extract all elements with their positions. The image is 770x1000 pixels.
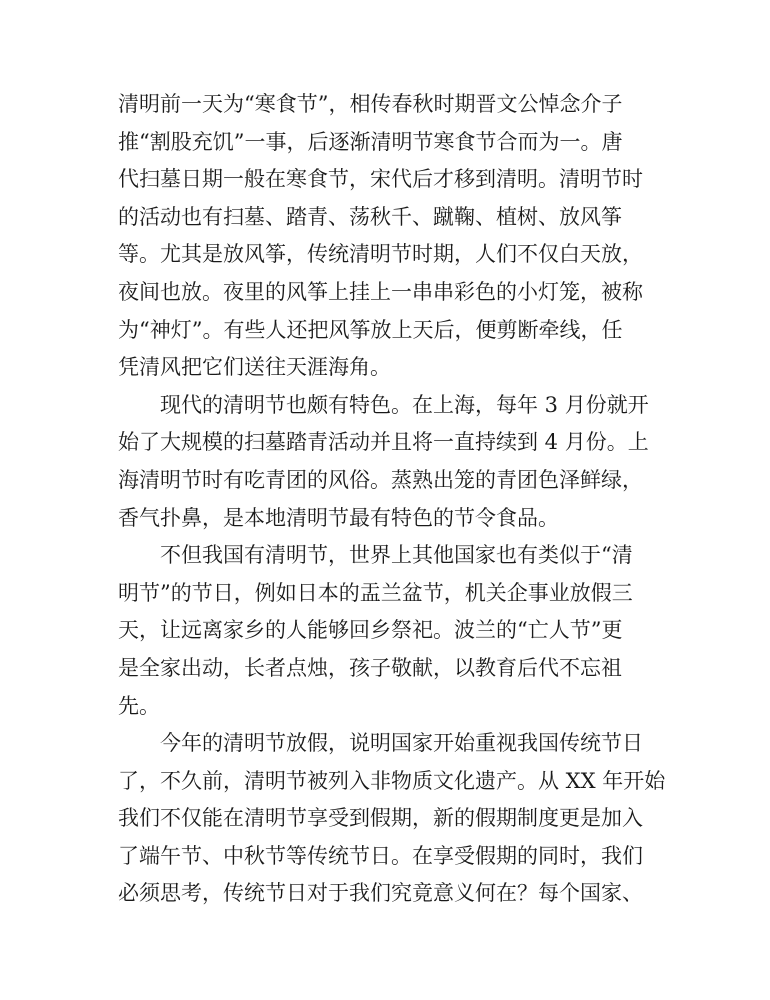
paragraph-4 [118,725,666,913]
paragraph-1 [118,86,648,387]
document-page [118,86,666,913]
text-line: 为“神灯”。有些人还把风筝放上天后，便剪断牵线，任 [118,317,623,342]
text-line: 必须思考，传统节日对于我们究竟意义何在？每个国家、 [118,881,643,906]
paragraph-3 [118,537,648,725]
text-line: 代扫墓日期一般在寒食节，宋代后才移到清明。清明节时 [118,167,643,192]
text-line: 凭清风把它们送往天涯海角。 [118,355,391,380]
text-line: 先。 [118,693,160,718]
text-line: 等。尤其是放风筝，传统清明节时期，人们不仅白天放， [118,242,643,267]
text-line: 的活动也有扫墓、踏青、荡秋千、蹴鞠、植树、放风筝 [118,204,622,229]
text-line: 推“割股充饥”一事，后逐渐清明节寒食节合而为一。唐 [118,129,623,154]
paragraph-2 [118,387,648,537]
text-line: 不但我国有清明节，世界上其他国家也有类似于“清 [160,543,633,568]
text-line: 了，不久前，清明节被列入非物质文化遗产。从 XX 年开始 [118,768,666,793]
text-line: 香气扑鼻，是本地清明节最有特色的节令食品。 [118,505,559,530]
text-line: 海清明节时有吃青团的风俗。蒸熟出笼的青团色泽鲜绿， [118,467,643,492]
text-line: 夜间也放。夜里的风筝上挂上一串串彩色的小灯笼，被称 [118,279,643,304]
text-line: 现代的清明节也颇有特色。在上海，每年 3 月份就开 [160,392,649,417]
text-line: 我们不仅能在清明节享受到假期，新的假期制度更是加入 [118,806,643,831]
text-line: 了端午节、中秋节等传统节日。在享受假期的同时，我们 [118,843,643,868]
text-line: 是全家出动，长者点烛，孩子敬献，以教育后代不忘祖 [118,655,622,680]
text-line: 今年的清明节放假，说明国家开始重视我国传统节日 [160,731,643,756]
text-line: 清明前一天为“寒食节”，相传春秋时期晋文公悼念介子 [118,92,623,116]
text-line: 明节”的节日，例如日本的盂兰盆节，机关企事业放假三 [118,580,633,605]
text-line: 天，让远离家乡的人能够回乡祭祀。波兰的“亡人节”更 [118,618,623,643]
text-line: 始了大规模的扫墓踏青活动并且将一直持续到 4 月份。上 [118,430,649,455]
